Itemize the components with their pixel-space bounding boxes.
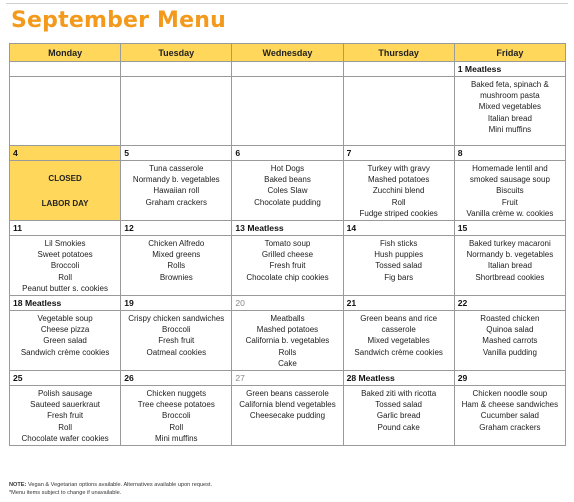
day-content: [455, 296, 565, 370]
week-row: [10, 146, 566, 221]
menu-item: Chicken nuggets: [146, 389, 207, 399]
menu-item: Mini muffins: [488, 124, 532, 134]
day-label: 27: [232, 371, 342, 386]
day-cell-wednesday: [232, 221, 343, 296]
week-row: [10, 221, 566, 296]
day-cell-thursday: [343, 296, 454, 371]
menu-item: Roll: [58, 422, 72, 432]
menu-item: Tossed salad: [375, 261, 422, 271]
menu-item: Chocolate pudding: [254, 197, 321, 207]
menu-item: Hawaiian roll: [153, 186, 200, 196]
menu-item: Chicken noodle soup: [472, 389, 548, 399]
menu-item: casserole: [381, 325, 416, 335]
day-label: 8: [455, 146, 565, 161]
menu-item: Cheesecake pudding: [249, 411, 326, 421]
day-cell-monday: [10, 146, 121, 221]
weekday-thursday: Thursday: [343, 44, 454, 62]
day-content: [121, 371, 231, 445]
menu-items: [121, 77, 231, 145]
day-content: [344, 146, 454, 220]
day-cell-thursday: [343, 221, 454, 296]
menu-item: Mashed potatoes: [256, 325, 319, 335]
day-label: 29: [455, 371, 565, 386]
menu-item: Chocolate wafer cookies: [21, 433, 109, 443]
menu-item: Rolls: [167, 261, 186, 271]
day-cell-tuesday: [121, 62, 232, 146]
day-label: 11: [10, 221, 120, 236]
menu-item: California b. vegetables: [245, 336, 330, 346]
calendar-body: [10, 62, 566, 446]
day-label: 4: [10, 146, 120, 161]
menu-items: [10, 77, 120, 145]
day-content: [455, 221, 565, 295]
menu-item: Hush puppies: [374, 250, 424, 260]
menu-item: Rolls: [278, 347, 297, 357]
menu-item: Quinoa salad: [486, 325, 534, 335]
menu-item: Fresh fruit: [47, 411, 84, 421]
footer-note: [9, 481, 212, 489]
footer-disclaimer: *Menu items subject to change if unavailable.: [9, 490, 122, 496]
menu-item: Oatmeal cookies: [146, 347, 207, 357]
day-cell-friday: [454, 296, 565, 371]
menu-item: Biscuits: [496, 186, 524, 196]
day-cell-wednesday: [232, 296, 343, 371]
weekday-wednesday: Wednesday: [232, 44, 343, 62]
day-cell-tuesday: [121, 371, 232, 446]
closed-notice: CLOSED: [48, 173, 82, 183]
menu-item: Roll: [58, 272, 72, 282]
day-cell-friday: [454, 146, 565, 221]
weekday-header-row: [10, 44, 566, 62]
menu-item: Graham crackers: [479, 422, 541, 432]
menu-item: Fresh fruit: [269, 261, 306, 271]
menu-item: Homemade lentil and: [472, 164, 548, 173]
day-label: 12: [121, 221, 231, 236]
menu-item: Baked beans: [264, 175, 311, 185]
menu-item: Peanut butter s. cookies: [22, 283, 108, 293]
menu-item: Tomato soup: [264, 239, 311, 249]
day-content: [344, 221, 454, 295]
menu-items: [10, 161, 120, 220]
note-label: NOTE:: [9, 482, 27, 488]
menu-items: [10, 311, 120, 370]
menu-item: Tree cheese potatoes: [137, 400, 215, 410]
day-content: [232, 221, 342, 295]
weekday-monday: Monday: [10, 44, 121, 62]
closed-day: [10, 146, 120, 220]
day-content: [455, 146, 565, 220]
menu-items: [232, 77, 342, 145]
menu-item: Chicken Alfredo: [148, 239, 205, 249]
menu-item: Fruit: [501, 197, 518, 207]
week-row: [10, 62, 566, 146]
menu-item: Brownies: [159, 272, 193, 282]
menu-item: Polish sausage: [37, 389, 93, 399]
menu-items: [455, 77, 565, 145]
day-cell-monday: [10, 296, 121, 371]
menu-item: Cake: [278, 358, 297, 368]
menu-item: Hot Dogs: [270, 164, 305, 173]
menu-item: Normandy b. vegetables: [466, 250, 554, 260]
day-cell-monday: [10, 371, 121, 446]
menu-item: mushroom pasta: [480, 91, 540, 101]
menu-item: Crispy chicken sandwiches: [128, 314, 225, 324]
day-cell-tuesday: [121, 221, 232, 296]
menu-items: [455, 161, 565, 220]
weekday-tuesday: Tuesday: [121, 44, 232, 62]
day-content: [10, 221, 120, 295]
menu-items: [121, 161, 231, 220]
menu-item: Italian bread: [487, 113, 532, 123]
menu-items: [344, 386, 454, 445]
menu-item: Sandwich crème cookies: [20, 347, 110, 357]
menu-item: Sandwich crème cookies: [354, 347, 443, 357]
day-label: 15: [455, 221, 565, 236]
menu-items: [344, 161, 454, 220]
menu-item: Coles Slaw: [267, 186, 308, 196]
menu-item: Broccoli: [162, 325, 191, 335]
day-content: [121, 146, 231, 220]
day-content: [344, 296, 454, 370]
menu-items: [232, 311, 342, 370]
day-cell-wednesday: [232, 146, 343, 221]
top-rule: [6, 3, 568, 4]
menu-item: Cucumber salad: [480, 411, 539, 421]
weekday-friday: Friday: [454, 44, 565, 62]
menu-items: [455, 386, 565, 445]
menu-items: [344, 311, 454, 370]
menu-item: Mixed vegetables: [367, 336, 430, 346]
day-content: [121, 62, 231, 145]
menu-item: smoked sausage soup: [469, 175, 550, 185]
menu-item: Fig bars: [384, 272, 414, 282]
day-label: 1 Meatless: [455, 62, 565, 77]
day-content: [232, 371, 342, 445]
day-cell-thursday: [343, 62, 454, 146]
menu-calendar: [9, 43, 566, 446]
menu-item: California blend vegetables: [239, 400, 336, 410]
day-label: 21: [344, 296, 454, 311]
menu-item: Vanilla pudding: [482, 347, 537, 357]
day-content: [344, 371, 454, 445]
menu-item: Garlic bread: [376, 411, 421, 421]
footer-notes: [9, 481, 212, 497]
day-content: [232, 146, 342, 220]
day-label: 13 Meatless: [232, 221, 342, 236]
day-label: 5: [121, 146, 231, 161]
day-label: 19: [121, 296, 231, 311]
menu-item: Sauteed sauerkraut: [30, 400, 100, 410]
day-content: [232, 296, 342, 370]
week-row: [10, 296, 566, 371]
day-content: [455, 62, 565, 145]
day-label: [121, 62, 231, 77]
menu-item: Graham crackers: [145, 197, 207, 207]
day-label: 7: [344, 146, 454, 161]
menu-items: [344, 236, 454, 295]
note-text: Vegan & Vegetarian options available. Alternatives available upon request.: [26, 482, 213, 488]
day-content: [121, 296, 231, 370]
day-label: 14: [344, 221, 454, 236]
menu-item: Chocolate chip cookies: [246, 272, 329, 282]
menu-items: [121, 236, 231, 295]
menu-item: Mashed carrots: [482, 336, 538, 346]
day-label: [10, 62, 120, 77]
day-cell-friday: [454, 221, 565, 296]
day-content: [10, 371, 120, 445]
menu-item: Mashed potatoes: [367, 175, 430, 185]
menu-item: Italian bread: [487, 261, 532, 271]
menu-item: Mini muffins: [155, 433, 198, 443]
day-label: 22: [455, 296, 565, 311]
menu-item: Roll: [391, 197, 406, 207]
menu-items: [344, 77, 454, 145]
menu-item: Zucchini blend: [372, 186, 425, 196]
menu-item: Vanilla crème w. cookies: [466, 208, 554, 218]
day-label: 26: [121, 371, 231, 386]
day-content: [344, 62, 454, 145]
menu-item: Roll: [169, 422, 184, 432]
day-content: [10, 296, 120, 370]
menu-item: Green beans and rice: [360, 314, 438, 324]
menu-items: [232, 161, 342, 220]
menu-item: Meatballs: [270, 314, 305, 324]
day-content: [455, 371, 565, 445]
day-label: 28 Meatless: [344, 371, 454, 386]
menu-item: Green beans casserole: [246, 389, 329, 399]
day-cell-tuesday: [121, 146, 232, 221]
menu-item: Pound cake: [377, 422, 420, 432]
week-row: [10, 371, 566, 446]
day-label: 20: [232, 296, 342, 311]
day-cell-tuesday: [121, 296, 232, 371]
day-cell-wednesday: [232, 62, 343, 146]
menu-item: Fudge striped cookies: [359, 208, 438, 218]
menu-items: [232, 236, 342, 295]
menu-items: [121, 386, 231, 445]
menu-item: Fresh fruit: [158, 336, 195, 346]
menu-item: Cheese pizza: [40, 325, 90, 335]
day-label: [344, 62, 454, 77]
day-cell-thursday: [343, 146, 454, 221]
day-content: [232, 62, 342, 145]
day-content: [121, 221, 231, 295]
menu-item: Roasted chicken: [480, 314, 540, 324]
menu-item: Lil Smokies: [44, 239, 86, 249]
menu-items: [10, 386, 120, 445]
menu-item: Broccoli: [50, 261, 80, 271]
menu-item: Baked ziti with ricotta: [361, 389, 437, 399]
menu-item: Baked feta, spinach &: [470, 80, 549, 89]
day-cell-monday: [10, 62, 121, 146]
menu-item: Green salad: [43, 336, 87, 346]
day-cell-monday: [10, 221, 121, 296]
menu-item: Vegetable soup: [37, 314, 93, 324]
menu-item: Normandy b. vegetables: [132, 175, 220, 185]
menu-items: [121, 311, 231, 370]
menu-item: Broccoli: [162, 411, 191, 421]
menu-item: Fish sticks: [379, 239, 418, 249]
menu-items: [455, 311, 565, 370]
menu-item: Mixed greens: [152, 250, 201, 260]
page-title: September Menu: [11, 8, 226, 33]
day-cell-friday: [454, 371, 565, 446]
day-cell-wednesday: [232, 371, 343, 446]
menu-item: Shortbread cookies: [475, 272, 545, 282]
menu-items: [455, 236, 565, 295]
menu-item: Tossed salad: [375, 400, 422, 410]
day-content: [10, 62, 120, 145]
menu-item: Grilled cheese: [261, 250, 314, 260]
menu-item: Turkey with gravy: [367, 164, 430, 173]
menu-item: Ham & cheese sandwiches: [461, 400, 559, 410]
day-label: 18 Meatless: [10, 296, 120, 311]
day-cell-friday: [454, 62, 565, 146]
day-cell-thursday: [343, 371, 454, 446]
menu-item: Tuna casserole: [149, 164, 204, 173]
menu-item: Sweet potatoes: [37, 250, 93, 260]
menu-item: Mixed vegetables: [478, 102, 541, 112]
day-label: 25: [10, 371, 120, 386]
closed-notice: LABOR DAY: [41, 199, 89, 208]
day-label: [232, 62, 342, 77]
menu-item: Baked turkey macaroni: [468, 239, 551, 249]
menu-items: [232, 386, 342, 445]
menu-items: [10, 236, 120, 295]
day-label: 6: [232, 146, 342, 161]
